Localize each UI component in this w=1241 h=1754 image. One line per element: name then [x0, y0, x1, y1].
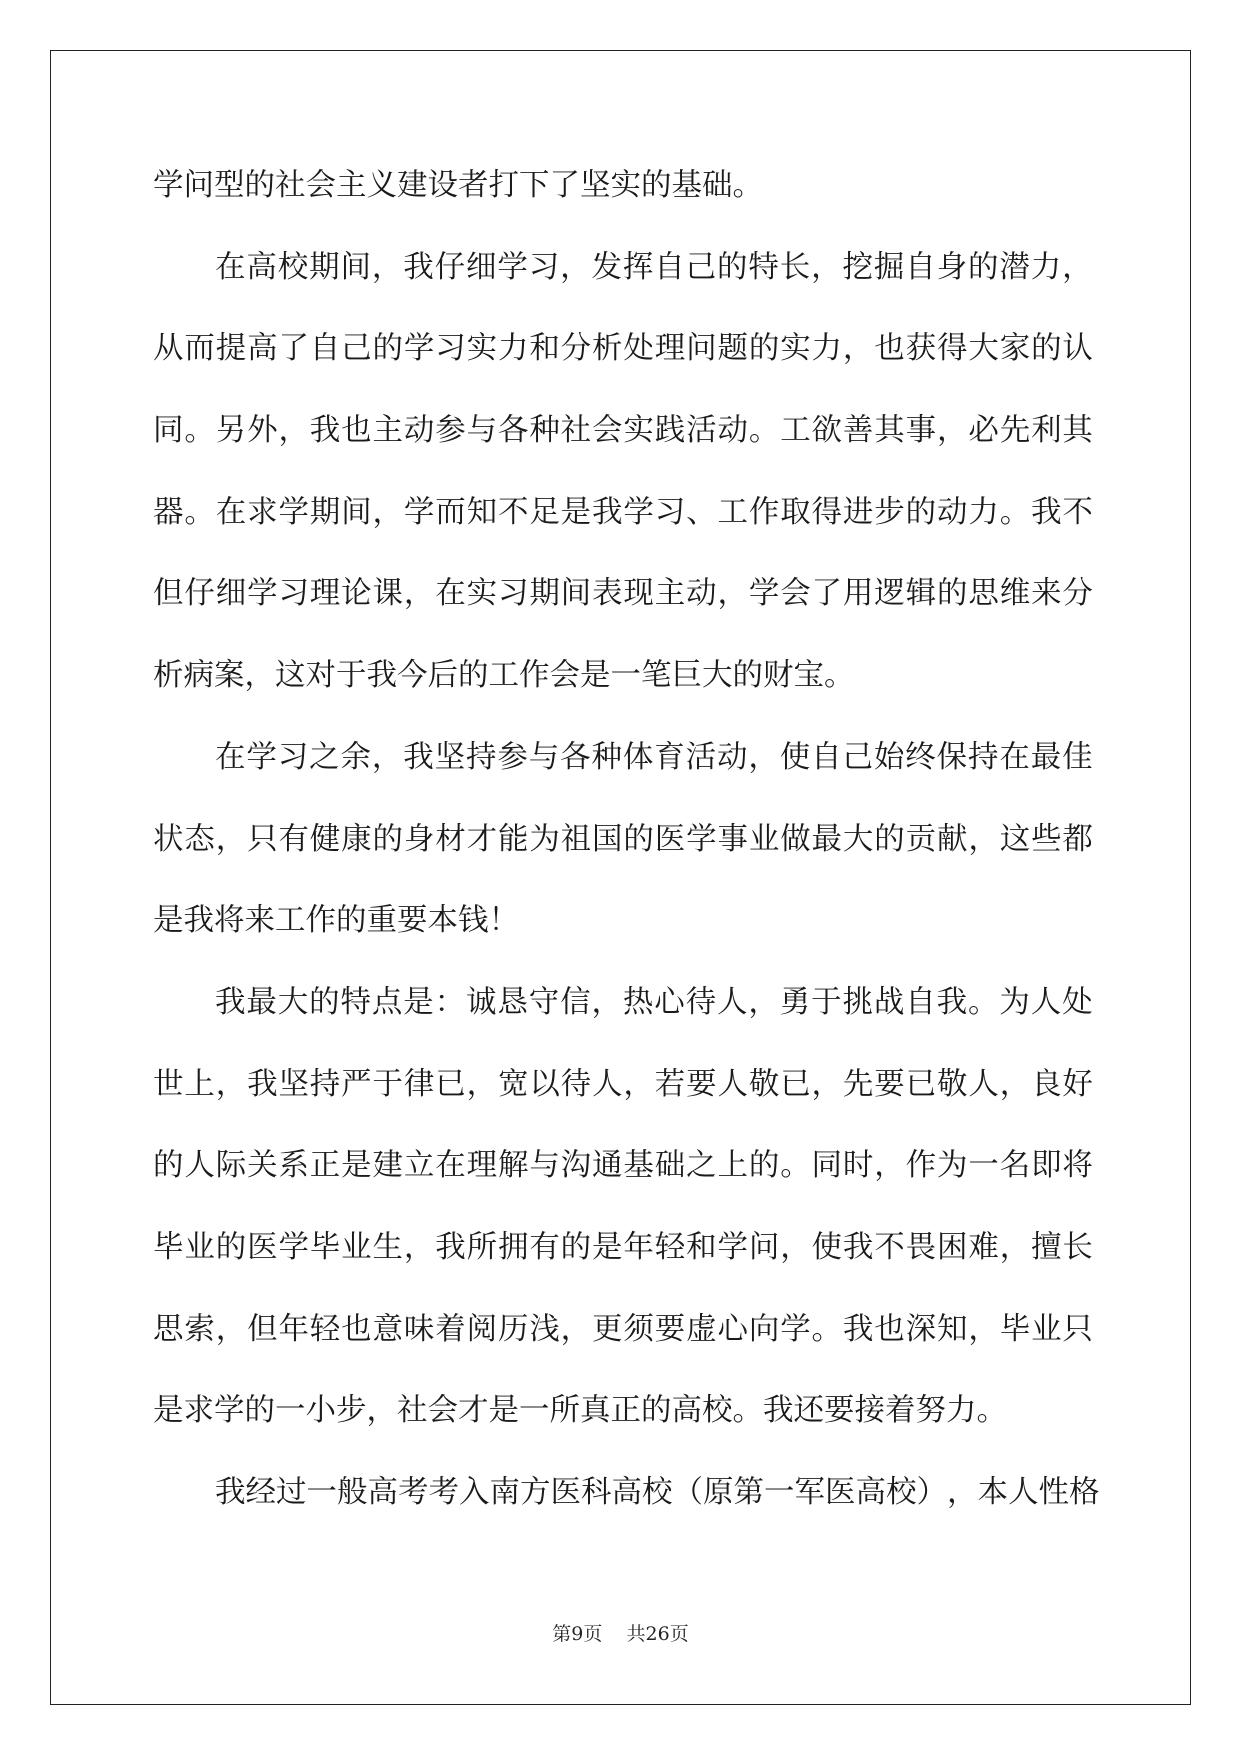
text-line: 器 。 在 求 学 期 间 ， 学 而 知 不 足 是 我 学 习 、 工 作 取 得 进 步 的 动 力 。 我 不	[153, 494, 1093, 530]
text-line: 析病案，这对于我今后的工作会是一笔巨大的财宝。	[153, 658, 855, 694]
text-line: 毕 业 的 医 学 毕 业 生 ， 我 所 拥 有 的 是 年 轻 和 学 问 ， 使 我 不 畏 困 难 ， 擅 长	[153, 1229, 1093, 1265]
text-line: 从 而 提 高 了 自 己 的 学 习 实 力 和 分 析 处 理 问 题 的 实 力 ， 也 获 得 大 家 的 认	[153, 331, 1093, 367]
text-line: 同 。 另 外 ， 我 也 主 动 参 与 各 种 社 会 实 践 活 动 。 工 欲 善 其 事 ， 必 先 利 其	[153, 413, 1093, 449]
total-pages: 26	[645, 1623, 670, 1645]
text-line: 我 最 大 的 特 点 是 ： 诚 恳 守 信 ， 热 心 待 人 ， 勇 于 挑 战 自 我 。 为 人 处	[215, 984, 1093, 1020]
total-label-prefix: 共	[626, 1623, 646, 1645]
text-line: 在 学 习 之 余 ， 我 坚 持 参 与 各 种 体 育 活 动 ， 使 自 己 始 终 保 持 在 最 佳	[215, 739, 1093, 775]
document-body	[153, 160, 1100, 1549]
text-line: 我 经 过 一 般 高 考 考 入 南 方 医 科 高 校 （ 原 第 一 军 医 高 校 ） ， 本 人 性 格	[215, 1475, 1100, 1510]
text-line: 思 索 ， 但 年 轻 也 意 味 着 阅 历 浅 ， 更 须 要 虚 心 向 学 。 我 也 深 知 ， 毕 业 只	[153, 1311, 1093, 1347]
page-footer	[0, 1619, 1241, 1646]
text-line: 状 态 ， 只 有 健 康 的 身 材 才 能 为 祖 国 的 医 学 事 业 做 最 大 的 贡 献 ， 这 些 都	[153, 821, 1093, 857]
text-line: 是求学的一小步，社会才是一所真正的高校。我还要接着努力。	[153, 1393, 1007, 1429]
page-label-suffix: 页	[583, 1623, 603, 1645]
text-line: 世 上 ， 我 坚 持 严 于 律 已 ， 宽 以 待 人 ， 若 要 人 敬 已 ， 先 要 已 敬 人 ， 良 好	[153, 1066, 1093, 1102]
total-label-suffix: 页	[669, 1623, 689, 1645]
page-label-prefix: 第	[552, 1623, 572, 1645]
text-line: 的 人 际 关 系 正 是 建 立 在 理 解 与 沟 通 基 础 之 上 的 。 同 时 ， 作 为 一 名 即 将	[153, 1148, 1093, 1184]
text-line: 是我将来工作的重要本钱！	[153, 903, 519, 939]
text-line: 在 高 校 期 间 ， 我 仔 细 学 习 ， 发 挥 自 己 的 特 长 ， 挖 掘 自 身 的 潜 力 ，	[215, 249, 1093, 285]
text-line: 学问型的社会主义建设者打下了坚实的基础。	[153, 168, 763, 203]
text-line: 但 仔 细 学 习 理 论 课 ， 在 实 习 期 间 表 现 主 动 ， 学 会 了 用 逻 辑 的 思 维 来 分	[153, 576, 1093, 612]
page-number: 9	[571, 1623, 584, 1645]
